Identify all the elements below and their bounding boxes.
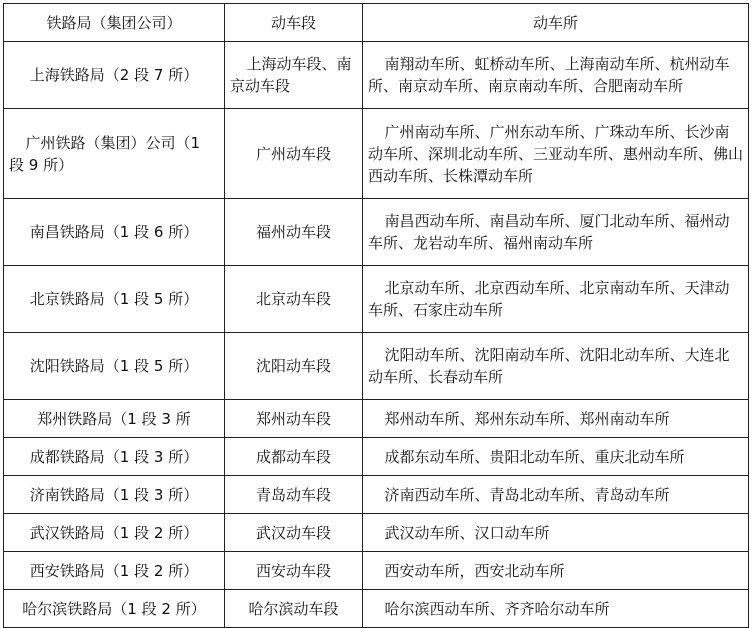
stations-cell: 哈尔滨西动车所、齐齐哈尔动车所 [363, 590, 749, 628]
bureau-cell: 北京铁路局（1 段 5 所） [4, 266, 225, 333]
depot-cell: 青岛动车段 [225, 476, 363, 514]
stations-cell: 沈阳动车所、沈阳南动车所、沈阳北动车所、大连北动车所、长春动车所 [363, 333, 749, 400]
table-row [4, 438, 749, 476]
stations-cell: 广州南动车所、广州东动车所、广珠动车所、长沙南动车所、深圳北动车所、三亚动车所、惠州动车所、佛山西动车所、长株潭动车所 [363, 109, 749, 199]
bureau-cell: 西安铁路局（1 段 2 所） [4, 552, 225, 590]
table-row [4, 400, 749, 438]
depot-cell: 北京动车段 [225, 266, 363, 333]
bureau-cell: 郑州铁路局（1 段 3 所 [4, 400, 225, 438]
depot-cell: 哈尔滨动车段 [225, 590, 363, 628]
table-row [4, 266, 749, 333]
header-stations: 动车所 [363, 4, 749, 42]
depot-cell: 沈阳动车段 [225, 333, 363, 400]
stations-cell: 郑州动车所、郑州东动车所、郑州南动车所 [363, 400, 749, 438]
stations-cell: 武汉动车所、汉口动车所 [363, 514, 749, 552]
bureau-cell: 武汉铁路局（1 段 2 所） [4, 514, 225, 552]
bureau-cell: 沈阳铁路局（1 段 5 所） [4, 333, 225, 400]
stations-cell: 南昌西动车所、南昌动车所、厦门北动车所、福州动车所、龙岩动车所、福州南动车所 [363, 199, 749, 266]
table-header-row [4, 4, 749, 42]
header-bureau: 铁路局（集团公司） [4, 4, 225, 42]
bureau-cell: 哈尔滨铁路局（1 段 2 所） [4, 590, 225, 628]
stations-cell: 成都东动车所、贵阳北动车所、重庆北动车所 [363, 438, 749, 476]
table-row [4, 333, 749, 400]
depot-cell: 广州动车段 [225, 109, 363, 199]
depot-cell: 郑州动车段 [225, 400, 363, 438]
stations-cell: 济南西动车所、青岛北动车所、青岛动车所 [363, 476, 749, 514]
emu-depot-table [3, 3, 749, 628]
table-row [4, 109, 749, 199]
table-row [4, 590, 749, 628]
stations-cell: 北京动车所、北京西动车所、北京南动车所、天津动车所、石家庄动车所 [363, 266, 749, 333]
depot-cell: 成都动车段 [225, 438, 363, 476]
depot-cell: 武汉动车段 [225, 514, 363, 552]
bureau-cell: 济南铁路局（1 段 3 所） [4, 476, 225, 514]
table-row [4, 514, 749, 552]
table-row [4, 199, 749, 266]
header-depot: 动车段 [225, 4, 363, 42]
bureau-cell: 广州铁路（集团）公司（1 段 9 所） [4, 109, 225, 199]
depot-cell: 西安动车段 [225, 552, 363, 590]
depot-cell: 上海动车段、南京动车段 [225, 42, 363, 109]
table-row [4, 476, 749, 514]
depot-cell: 福州动车段 [225, 199, 363, 266]
bureau-cell: 南昌铁路局（1 段 6 所） [4, 199, 225, 266]
table-row [4, 42, 749, 109]
bureau-cell: 上海铁路局（2 段 7 所） [4, 42, 225, 109]
stations-cell: 南翔动车所、虹桥动车所、上海南动车所、杭州动车所、南京动车所、南京南动车所、合肥南动车所 [363, 42, 749, 109]
bureau-cell: 成都铁路局（1 段 3 所） [4, 438, 225, 476]
stations-cell: 西安动车所，西安北动车所 [363, 552, 749, 590]
table-row [4, 552, 749, 590]
